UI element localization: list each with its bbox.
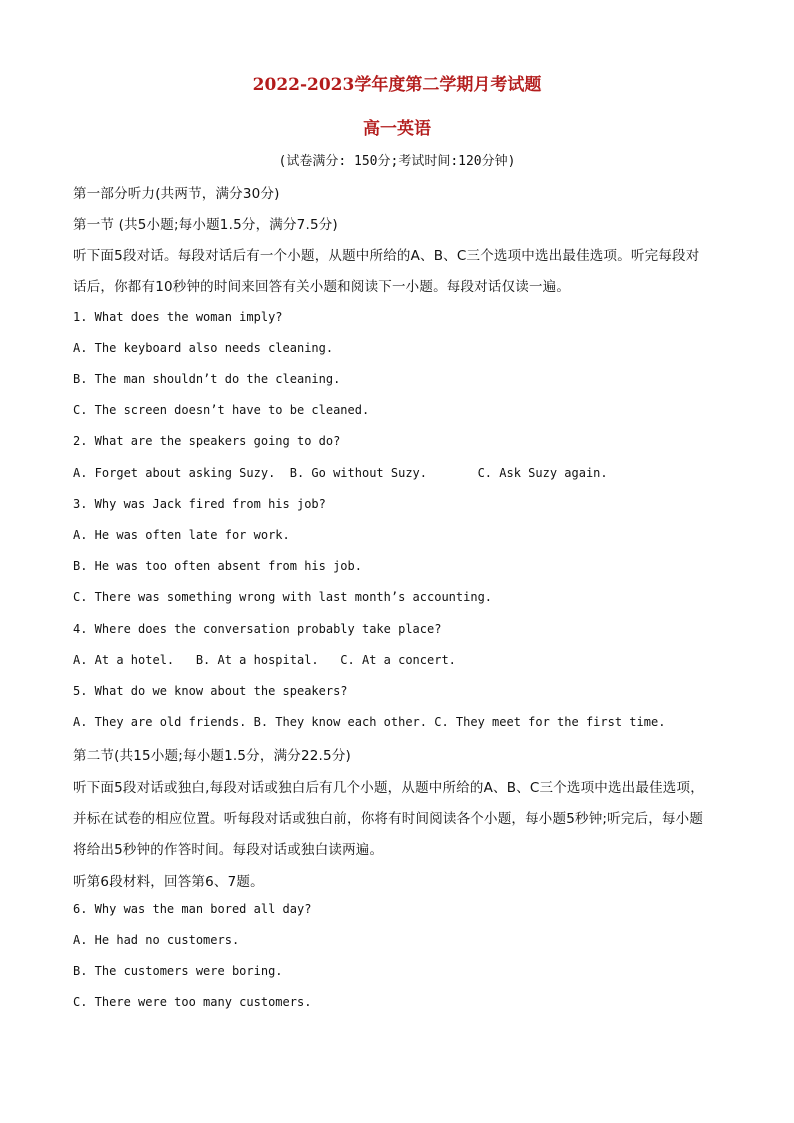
exam-subject: 高一英语 — [363, 119, 431, 139]
question-6-option-c: C. There were too many customers. — [73, 995, 312, 1009]
question-3-option-c: C. There was something wrong with last month’s accounting. — [73, 590, 493, 604]
question-1: 1. What does the woman imply? — [73, 310, 283, 324]
question-1-option-c: C. The screen doesn’t have to be cleaned. — [73, 403, 370, 417]
question-6-option-b: B. The customers were boring. — [73, 964, 283, 978]
section2-instructions-line1: 听下面5段对话或独白,每段对话或独白后有几个小题，从题中所给的A、B、C三个选项中选出最佳选项， — [73, 780, 704, 796]
question-4: 4. Where does the conversation probably take place? — [73, 622, 442, 636]
question-5: 5. What do we know about the speakers? — [73, 684, 348, 698]
material-prompt: 听第6段材料，回答第6、7题。 — [73, 874, 264, 890]
question-2: 2. What are the speakers going to do? — [73, 434, 341, 448]
exam-info: (试卷满分: 150分;考试时间:120分钟) — [278, 154, 516, 169]
section2-heading: 第二节(共15小题;每小题1.5分，满分22.5分) — [73, 748, 351, 764]
section2-instructions-line2: 并标在试卷的相应位置。听每段对话或独白前，你将有时间阅读各个小题，每小题5秒钟;听完后，每小题 — [73, 811, 704, 827]
question-6: 6. Why was the man bored all day? — [73, 902, 312, 916]
question-1-option-b: B. The man shouldn’t do the cleaning. — [73, 372, 341, 386]
exam-title: 2022-2023学年度第二学期月考试题 — [252, 75, 542, 95]
section1-instructions-line2: 话后，你都有10秒钟的时间来回答有关小题和阅读下一小题。每段对话仅读一遍。 — [73, 279, 571, 295]
question-5-options: A. They are old friends. B. They know each other. C. They meet for the first time. — [73, 715, 666, 729]
section1-heading: 第一节 (共5小题;每小题1.5分，满分7.5分) — [73, 217, 338, 233]
question-6-option-a: A. He had no customers. — [73, 933, 240, 947]
part1-heading: 第一部分听力(共两节，满分30分) — [73, 186, 280, 202]
section1-instructions-line1: 听下面5段对话。每段对话后有一个小题，从题中所给的A、B、C三个选项中选出最佳选项。听完每段对 — [73, 248, 700, 264]
question-3: 3. Why was Jack fired from his job? — [73, 497, 326, 511]
question-2-options: A. Forget about asking Suzy. B. Go without Suzy. C. Ask Suzy again. — [73, 466, 608, 480]
question-4-options: A. At a hotel. B. At a hospital. C. At a concert. — [73, 653, 456, 667]
question-3-option-a: A. He was often late for work. — [73, 528, 290, 542]
question-3-option-b: B. He was too often absent from his job. — [73, 559, 362, 573]
section2-instructions-line3: 将给出5秒钟的作答时间。每段对话或独白读两遍。 — [73, 842, 384, 858]
question-1-option-a: A. The keyboard also needs cleaning. — [73, 341, 334, 355]
